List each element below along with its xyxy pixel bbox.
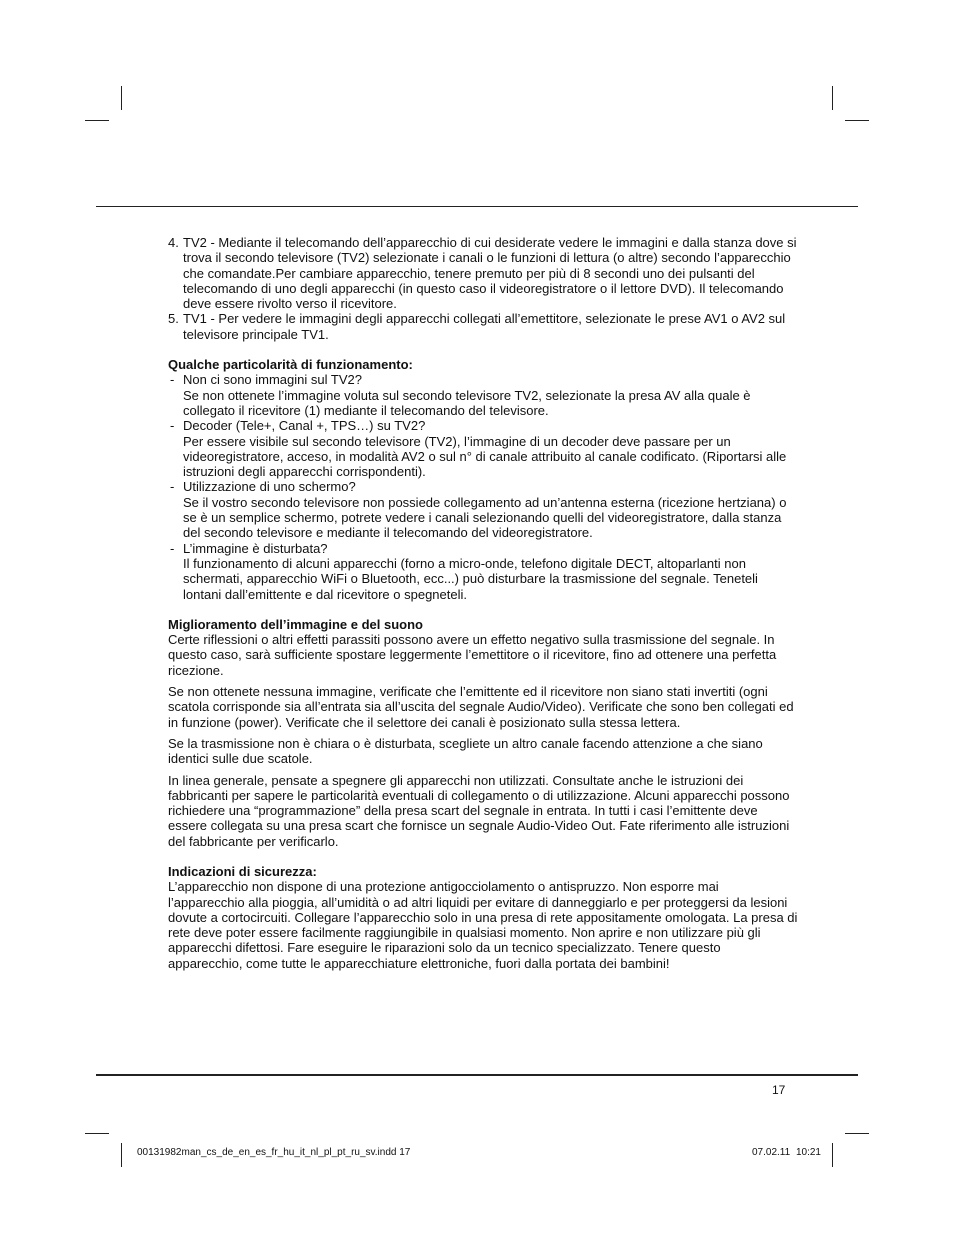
section-heading: Qualche particolarità di funzionamento: [168, 357, 413, 373]
instruction-number: 5. [168, 311, 179, 327]
paragraph: In linea generale, pensate a spegnere gli apparecchi non utilizzati. Consultate anche le istruzioni dei fabbricanti per sapere le particolarità eventuali di collegamento o di utilizzazione. Alcuni apparecchi possono richiedere una “programmazione” della presa scart del segnale in entrata. In tutti i casi l’emittente deve essere collegata su una presa scart che fornisce un segnale Audio-Video Out. Fate riferimento alle istruzioni del fabbricante per verificarlo. [168, 772, 790, 849]
faq-answer: Per essere visibile sul secondo televisore (TV2), l’immagine di un decoder deve passare per un videoregistratore, acceso, in modalità AV2 o sul n° di canale attribuito al canale codificato. (Riportarsi alle istruzioni degli apparecchi corrispondenti). [183, 433, 787, 480]
list-dash: - [170, 372, 175, 388]
paragraph: L’apparecchio non dispone di una protezione antigocciolamento o antispruzzo. Non esporre mai l’apparecchio alla pioggia, all’umidità o ad altri liquidi per evitare di danneggiarlo e per proteggersi da lesioni dovute a cortocircuiti. Collegare l’apparecchio solo in una presa di rete appositamente omologata. La presa di rete deve poter essere facilmente raggiungibile in qualsiasi momento. Non aprire e non utilizzare più gli apparecchi difettosi. Fare eseguire le riparazioni solo da un tecnico specializzato. Tenere questo apparecchio, come tutte le apparecchiature elettroniche, fuori dalla portata dei bambini! [168, 879, 798, 971]
faq-question: Non ci sono immagini sul TV2? [183, 372, 362, 388]
crop-mark [832, 1143, 833, 1167]
faq-answer: Se il vostro secondo televisore non possiede collegamento ad un’antenna esterna (ricezione hertziana) o se è un semplice schermo, potrete vedere i canali selezionando quelli del videoregistratore, dalla stanza del secondo televisore e mediante il telecomando del videoregistratore. [183, 494, 787, 541]
top-rule [96, 206, 858, 207]
footer-filename: 00131982man_cs_de_en_es_fr_hu_it_nl_pl_pt_ru_sv.indd 17 [137, 1147, 411, 1158]
instruction-item [168, 235, 798, 311]
page-content [168, 235, 798, 971]
section-heading: Miglioramento dell’immagine e del suono [168, 616, 423, 632]
instruction-text: TV1 - Per vedere le immagini degli apparecchi collegati all’emettitore, selezionate le prese AV1 o AV2 sul televisore principale TV1. [183, 311, 786, 342]
list-dash: - [170, 418, 175, 434]
crop-mark [85, 1133, 109, 1134]
crop-mark [845, 1133, 869, 1134]
crop-mark [85, 120, 109, 121]
faq-question: L’immagine è disturbata? [183, 540, 328, 556]
crop-mark [121, 1143, 122, 1167]
faq-question: Utilizzazione di uno schermo? [183, 479, 356, 495]
section-heading: Indicazioni di sicurezza: [168, 863, 317, 879]
instruction-item [168, 311, 798, 342]
crop-mark [832, 86, 833, 110]
faq-question: Decoder (Tele+, Canal +, TPS…) su TV2? [183, 418, 426, 434]
crop-mark [845, 120, 869, 121]
faq-item [168, 541, 798, 602]
faq-item [168, 418, 798, 479]
paragraph: Se non ottenete nessuna immagine, verificate che l’emittente ed il ricevitore non siano stati invertiti (ogni scatola corrisponde sia all’entrata sia all’uscita del segnale Audio/Video). Verificate che sono ben collegati ed in funzione (power). Verificate che il selettore dei canali è posizionato sulla stessa lettera. [168, 684, 794, 730]
footer-timestamp: 07.02.11 10:21 [752, 1147, 821, 1158]
instruction-text: TV2 - Mediante il telecomando dell’apparecchio di cui desiderate vedere le immagini e dalla stanza dove si trova il secondo televisore (TV2) selezionate i canali o le funzioni di lettura (o altre) secondo l’apparecchio che comandate.Per cambiare apparecchio, tenere premuto per più di 8 secondi uno dei pulsanti del telecomando di uno degli apparecchi (in questo caso il videoregistratore o il lettore DVD). Il telecomando deve essere rivolto verso il ricevitore. [183, 235, 797, 312]
paragraph: Se la trasmissione non è chiara o è disturbata, scegliete un altro canale facendo attenzione a che siano identici sulle due scatole. [168, 735, 763, 767]
crop-mark [121, 86, 122, 110]
list-dash: - [170, 479, 175, 495]
list-dash: - [170, 540, 175, 556]
paragraph: Certe riflessioni o altri effetti parassiti possono avere un effetto negativo sulla trasmissione del segnale. In questo caso, sarà sufficiente spostare leggermente l’emettitore o il ricevitore, fino ad ottenere una perfetta ricezione. [168, 632, 777, 678]
faq-item [168, 479, 798, 540]
faq-answer: Se non ottenete l’immagine voluta sul secondo televisore TV2, selezionate la presa AV alla quale è collegato il ricevitore (1) mediante il telecomando del televisore. [183, 387, 751, 418]
faq-item [168, 372, 798, 418]
faq-answer: Il funzionamento di alcuni apparecchi (forno a micro-onde, telefono digitale DECT, altoparlanti non schermati, apparecchio WiFi o Bluetooth, ecc...) può disturbare la trasmissione del segnale. Teneteli lontani dall’emittente e dal ricevitore o spegneteli. [183, 555, 758, 602]
bottom-rule [96, 1074, 858, 1076]
instruction-number: 4. [168, 235, 179, 250]
page-number: 17 [772, 1083, 786, 1097]
